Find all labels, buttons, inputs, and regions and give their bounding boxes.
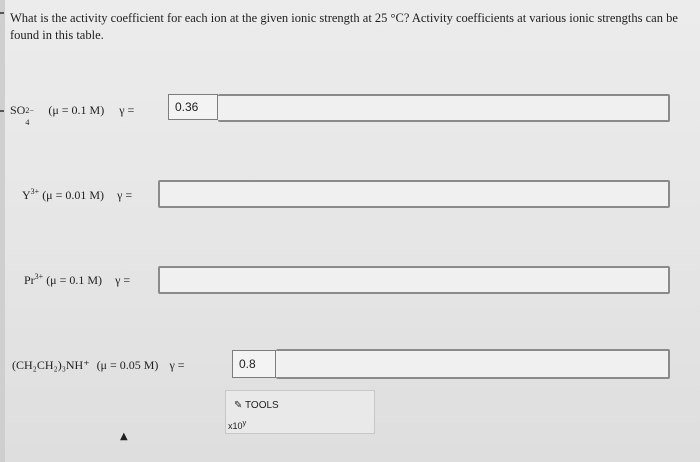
row-3-ion-charge: 3+ bbox=[34, 272, 44, 281]
row-3-ion: Pr bbox=[24, 273, 35, 287]
row-4-ion: (CH₂CH₂)₃NH⁺ bbox=[12, 358, 90, 372]
row-2-gamma: γ = bbox=[117, 188, 133, 202]
row-1-answer-input[interactable] bbox=[168, 94, 218, 120]
row-4-value: 0.8 bbox=[239, 357, 256, 371]
row-4-gamma: γ = bbox=[169, 358, 185, 372]
row-2-answer-input[interactable] bbox=[158, 180, 670, 208]
tools-panel bbox=[225, 390, 375, 434]
row-3-label bbox=[24, 272, 130, 288]
row-1-gamma: γ = bbox=[119, 103, 135, 117]
x10-button[interactable] bbox=[228, 418, 246, 431]
row-2-ion: Y bbox=[22, 188, 31, 202]
question-text bbox=[10, 10, 690, 44]
row-4-answer-input[interactable] bbox=[232, 350, 276, 378]
row-1-ion: SO bbox=[10, 103, 26, 117]
x10-exponent: y bbox=[242, 418, 247, 427]
row-4-label bbox=[12, 358, 185, 373]
row-1-strength: (μ = 0.1 M) bbox=[48, 103, 105, 117]
mouse-pointer-icon: ▲ bbox=[120, 431, 128, 442]
activity-table-link[interactable]: this table. bbox=[55, 28, 104, 42]
tools-button[interactable] bbox=[234, 400, 279, 411]
row-1-ion-subscript: 4 bbox=[25, 118, 30, 127]
row-2-ion-charge: 3+ bbox=[30, 187, 40, 196]
row-1-answer-field[interactable] bbox=[218, 94, 670, 122]
x10-label: x10 bbox=[228, 421, 243, 431]
edge-mark bbox=[0, 110, 4, 112]
row-2-label bbox=[22, 187, 132, 203]
left-edge-strip bbox=[0, 0, 5, 462]
row-1-label bbox=[10, 103, 135, 127]
row-4-answer-field[interactable] bbox=[276, 349, 670, 379]
row-3-answer-input[interactable] bbox=[158, 266, 670, 294]
row-3-gamma: γ = bbox=[115, 273, 131, 287]
row-3-strength: (μ = 0.1 M) bbox=[46, 273, 103, 287]
pencil-icon: ✎ bbox=[234, 400, 243, 411]
tools-label: TOOLS bbox=[245, 400, 279, 411]
question-body: What is the activity coefficient for each ion at the given ionic strength at 25 °C? Activity coefficients at various ionic strengths can be found in bbox=[10, 11, 678, 42]
row-1-ion-charge: 2− bbox=[25, 106, 34, 115]
row-2-strength: (μ = 0.01 M) bbox=[42, 188, 105, 202]
edge-mark bbox=[0, 12, 4, 14]
row-1-value: 0.36 bbox=[175, 100, 199, 114]
row-4-strength: (μ = 0.05 M) bbox=[96, 358, 159, 372]
